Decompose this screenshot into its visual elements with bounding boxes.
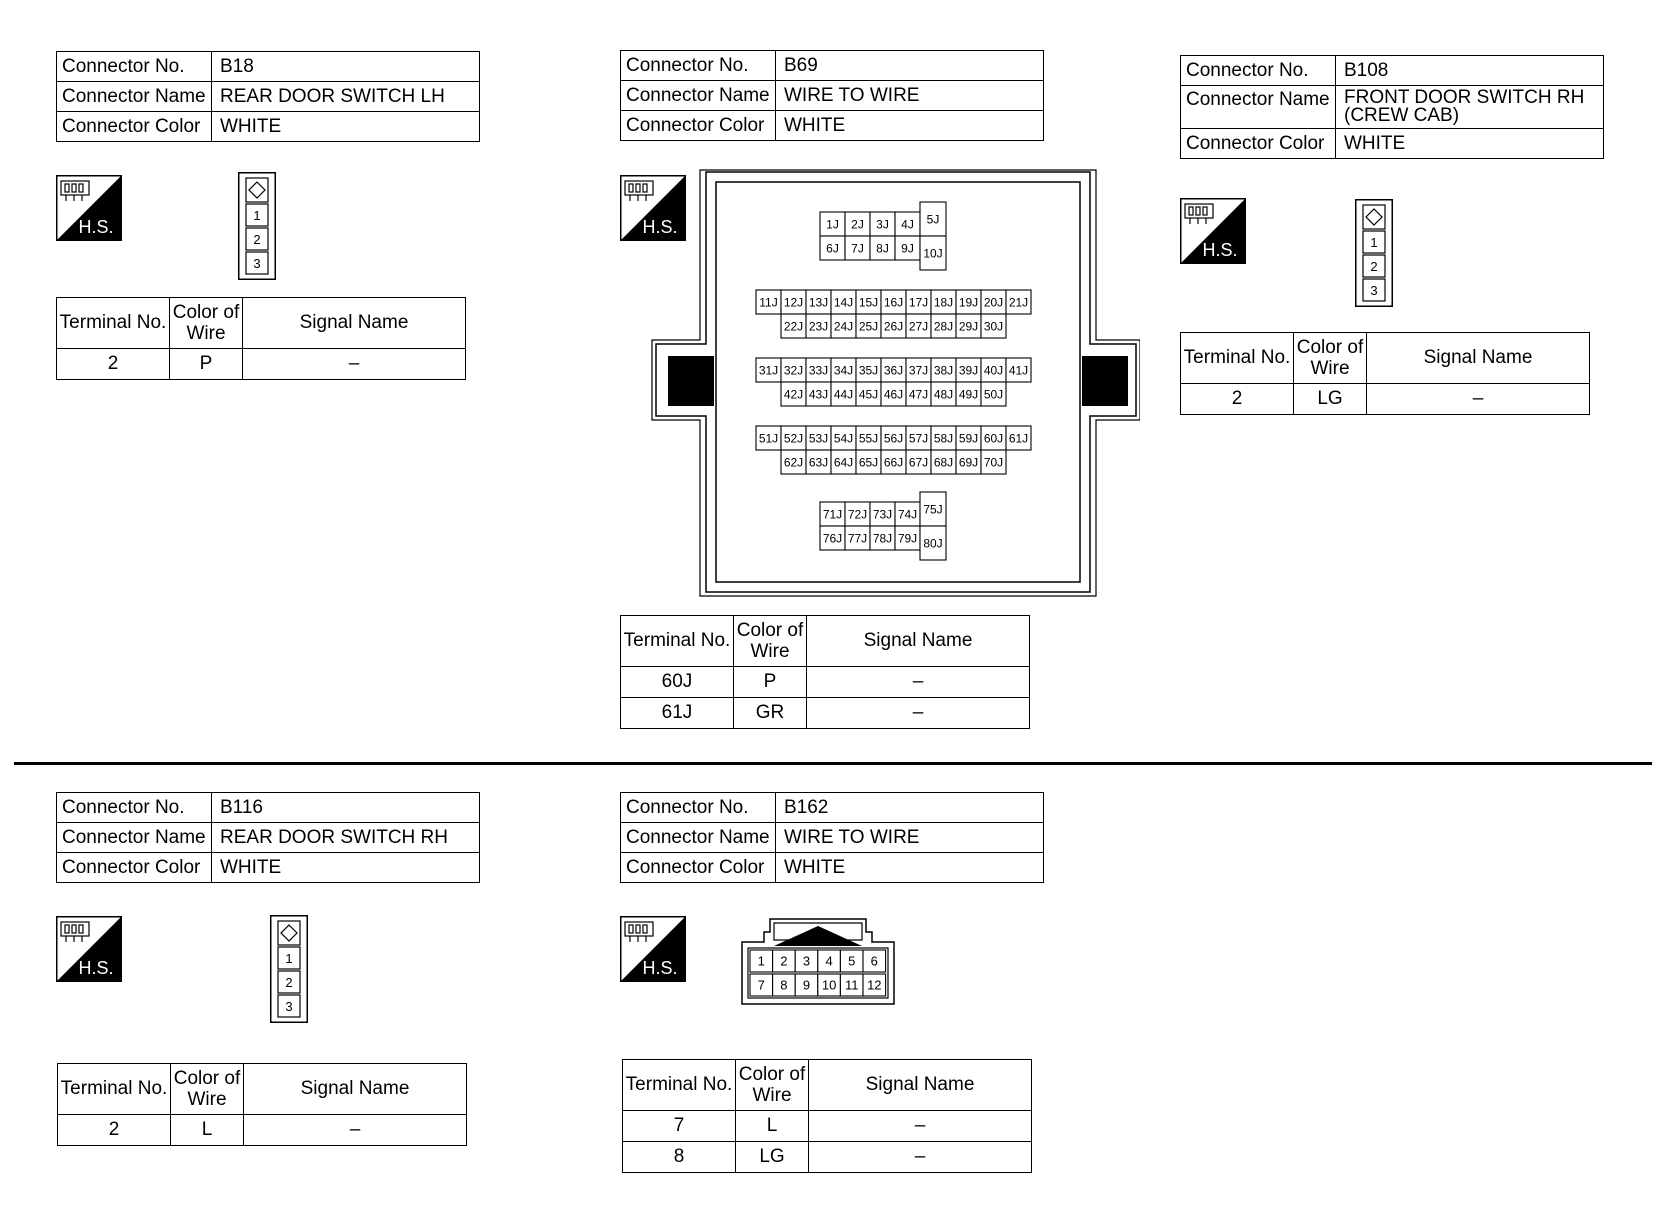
- pin-label: 19J: [958, 295, 979, 310]
- pin-label: 75J: [923, 502, 943, 517]
- wire-color-cell: P: [170, 349, 243, 380]
- pin-cell: [920, 526, 946, 560]
- terminal-no-header: Terminal No.: [1181, 333, 1294, 384]
- pin-label: 3J: [876, 217, 889, 232]
- pin-cell: [820, 526, 845, 550]
- pin-cell: [781, 358, 806, 382]
- pin-cell: [981, 358, 1006, 382]
- pin-label: 11J: [759, 295, 778, 310]
- pin-cell: [795, 974, 818, 996]
- connector-name-value: REAR DOOR SWITCH LH: [212, 82, 480, 112]
- pin-label: 2: [1370, 259, 1378, 274]
- pin-cell: [840, 950, 863, 972]
- connector-no-value: B108: [1336, 56, 1604, 86]
- connector-no-value: B69: [776, 51, 1044, 81]
- pin-cell: [845, 526, 870, 550]
- pin-cell: [806, 358, 831, 382]
- pin-label: 8J: [876, 241, 889, 256]
- pin-cell: [895, 236, 920, 260]
- locking-tab: [668, 356, 714, 406]
- pin-cell: [906, 314, 931, 338]
- pin-cell: [906, 450, 931, 474]
- pin-label: 5: [848, 953, 856, 969]
- pin-cell: [845, 212, 870, 236]
- signal-cell: –: [244, 1115, 467, 1146]
- pin-cell: [920, 492, 946, 526]
- pin-cell: [981, 450, 1006, 474]
- wire-color-cell: LG: [1294, 384, 1367, 415]
- terminal-cell: 2: [57, 349, 170, 380]
- pin-label: 17J: [908, 295, 929, 310]
- connector-name-value: FRONT DOOR SWITCH RH (CREW CAB): [1336, 86, 1604, 129]
- svg-text:H.S.: H.S.: [642, 217, 678, 237]
- pin-cell: [806, 290, 831, 314]
- pin-label: 4: [825, 953, 833, 969]
- pin-label: 3: [253, 256, 261, 271]
- terminal-cell: 2: [58, 1115, 171, 1146]
- signal-name-header: Signal Name: [809, 1060, 1032, 1111]
- pin-cell: [831, 358, 856, 382]
- pin-label: 6J: [826, 241, 839, 256]
- pin-label: 70J: [983, 455, 1004, 470]
- pin-label: 20J: [983, 295, 1004, 310]
- wire-color-cell: LG: [736, 1142, 809, 1173]
- terminal-table-b108: [1180, 332, 1590, 415]
- pin-cell: [881, 314, 906, 338]
- pin-label: 9J: [901, 241, 914, 256]
- pin-cell: [956, 314, 981, 338]
- pin-label: 12J: [783, 295, 804, 310]
- pin-label: 44J: [833, 387, 854, 402]
- pin-label: 59J: [958, 431, 979, 446]
- pin-label: 57J: [908, 431, 929, 446]
- signal-cell: –: [243, 349, 466, 380]
- pin-cell: [931, 382, 956, 406]
- connector-b18: [56, 51, 480, 142]
- pin-label: 69J: [958, 455, 979, 470]
- pin-cell: [1006, 358, 1031, 382]
- pin-cell: [931, 314, 956, 338]
- pin-label: 29J: [958, 319, 979, 334]
- pin-label: 3: [285, 999, 293, 1014]
- pin-label: 2: [780, 953, 788, 969]
- pin-cell: [956, 382, 981, 406]
- pin-cell: [756, 290, 781, 314]
- connector-no-value: B18: [212, 52, 480, 82]
- pin-label: 65J: [858, 455, 879, 470]
- signal-name-header: Signal Name: [243, 298, 466, 349]
- connector-b116: [56, 792, 480, 883]
- pin-cell: [881, 426, 906, 450]
- connector-no-label: Connector No.: [621, 51, 776, 81]
- pin-label: 14J: [833, 295, 854, 310]
- pin-cell: [856, 382, 881, 406]
- svg-text:H.S.: H.S.: [78, 958, 114, 978]
- pin-label: 58J: [933, 431, 954, 446]
- connector-info-table: [56, 51, 480, 142]
- pin-label: 7J: [851, 241, 864, 256]
- terminal-table-b18: [56, 297, 466, 380]
- connector-no-label: Connector No.: [57, 793, 212, 823]
- pin-label: 64J: [833, 455, 854, 470]
- pin-cell: [795, 950, 818, 972]
- harness-side-icon: [620, 916, 686, 982]
- pin-label: 8: [780, 977, 788, 993]
- pin-label: 11: [844, 977, 859, 993]
- connector-name-value: WIRE TO WIRE: [776, 81, 1044, 111]
- pin-cell: [956, 426, 981, 450]
- pin-cell: [906, 290, 931, 314]
- connector-info-table: [620, 792, 1044, 883]
- pin-cell: [906, 358, 931, 382]
- pin-label: 55J: [858, 431, 879, 446]
- pin-cell: [818, 974, 841, 996]
- pin-label: 1: [285, 951, 293, 966]
- pin-cell: [981, 314, 1006, 338]
- connector-no-value: B162: [776, 793, 1044, 823]
- connector-name-label: Connector Name: [621, 823, 776, 853]
- pin-label: 2: [285, 975, 293, 990]
- connector-name-value: WIRE TO WIRE: [776, 823, 1044, 853]
- svg-text:H.S.: H.S.: [642, 958, 678, 978]
- connector-b162: [620, 792, 1044, 883]
- pin-cell: [906, 382, 931, 406]
- pin-cell: [781, 290, 806, 314]
- signal-cell: –: [807, 698, 1030, 729]
- pin-cell: [845, 236, 870, 260]
- pin-label: 53J: [808, 431, 829, 446]
- connector-pin-face: [238, 172, 276, 280]
- pin-label: 1: [757, 953, 765, 969]
- connector-color-value: WHITE: [776, 111, 1044, 141]
- pin-cell: [1006, 426, 1031, 450]
- pin-label: 40J: [983, 363, 1004, 378]
- pin-label: 39J: [958, 363, 979, 378]
- pin-cell: [895, 212, 920, 236]
- terminal-no-header: Terminal No.: [623, 1060, 736, 1111]
- wire-color-header: Color of Wire: [171, 1064, 244, 1115]
- terminal-cell: 60J: [621, 667, 734, 698]
- pin-label: 24J: [833, 319, 854, 334]
- pin-label: 28J: [933, 319, 954, 334]
- pin-cell: [931, 358, 956, 382]
- pin-cell: [840, 974, 863, 996]
- pin-cell: [870, 526, 895, 550]
- pin-cell: [820, 502, 845, 526]
- pin-label: 54J: [833, 431, 854, 446]
- connector-color-label: Connector Color: [621, 111, 776, 141]
- connector-b108: [1180, 55, 1604, 159]
- connector-name-label: Connector Name: [621, 81, 776, 111]
- connector-color-value: WHITE: [212, 112, 480, 142]
- pin-label: 50J: [983, 387, 1004, 402]
- connector-pin-face: [1355, 199, 1393, 307]
- pin-label: 33J: [808, 363, 829, 378]
- terminal-table-b69: [620, 615, 1030, 729]
- pin-label: 48J: [933, 387, 954, 402]
- pin-cell: [931, 290, 956, 314]
- pin-cell: [831, 290, 856, 314]
- wire-color-cell: L: [171, 1115, 244, 1146]
- signal-name-header: Signal Name: [244, 1064, 467, 1115]
- pin-cell: [981, 290, 1006, 314]
- pin-cell: [831, 450, 856, 474]
- terminal-table-b162: [622, 1059, 1032, 1173]
- pin-label: 37J: [908, 363, 929, 378]
- connector-pin-face-b162: [740, 918, 896, 1006]
- connector-color-label: Connector Color: [57, 112, 212, 142]
- pin-cell: [881, 382, 906, 406]
- pin-label: 3: [1370, 283, 1378, 298]
- pin-cell: [750, 950, 773, 972]
- connector-color-value: WHITE: [776, 853, 1044, 883]
- signal-cell: –: [809, 1111, 1032, 1142]
- wire-color-header: Color of Wire: [736, 1060, 809, 1111]
- pin-cell: [856, 450, 881, 474]
- wire-color-header: Color of Wire: [734, 616, 807, 667]
- pin-label: 71J: [822, 507, 843, 522]
- wire-color-cell: GR: [734, 698, 807, 729]
- svg-text:H.S.: H.S.: [78, 217, 114, 237]
- pin-label: 73J: [872, 507, 893, 522]
- pin-label: 63J: [808, 455, 829, 470]
- pin-cell: [773, 950, 796, 972]
- pin-cell: [845, 502, 870, 526]
- connector-name-value: REAR DOOR SWITCH RH: [212, 823, 480, 853]
- pin-label: 68J: [933, 455, 954, 470]
- pin-cell: [756, 426, 781, 450]
- pin-label: 52J: [783, 431, 804, 446]
- pin-label: 4J: [901, 217, 914, 232]
- pin-label: 60J: [983, 431, 1004, 446]
- connector-color-label: Connector Color: [1181, 129, 1336, 159]
- harness-side-icon: [56, 175, 122, 241]
- pin-cell: [856, 426, 881, 450]
- connector-info-table: [1180, 55, 1604, 159]
- pin-label: 78J: [872, 531, 893, 546]
- pin-label: 49J: [958, 387, 979, 402]
- pin-cell: [920, 236, 946, 270]
- connector-info-table: [56, 792, 480, 883]
- pin-label: 76J: [822, 531, 843, 546]
- pin-cell: [806, 450, 831, 474]
- pin-label: 43J: [808, 387, 829, 402]
- pin-label: 3: [802, 953, 811, 969]
- pin-label: 9: [802, 977, 811, 993]
- pin-cell: [956, 290, 981, 314]
- signal-cell: –: [807, 667, 1030, 698]
- connector-no-label: Connector No.: [621, 793, 776, 823]
- pin-cell: [750, 974, 773, 996]
- pin-label: 67J: [908, 455, 929, 470]
- pin-cell: [820, 212, 845, 236]
- pin-cell: [881, 358, 906, 382]
- pin-label: 16J: [883, 295, 904, 310]
- pin-label: 12: [867, 977, 882, 993]
- pin-cell: [831, 314, 856, 338]
- pin-label: 10J: [923, 246, 943, 261]
- connector-color-value: WHITE: [1336, 129, 1604, 159]
- wire-color-cell: L: [736, 1111, 809, 1142]
- harness-side-icon: [1180, 198, 1246, 264]
- pin-label: 79J: [897, 531, 918, 546]
- connector-no-label: Connector No.: [1181, 56, 1336, 86]
- terminal-no-header: Terminal No.: [57, 298, 170, 349]
- terminal-no-header: Terminal No.: [621, 616, 734, 667]
- pin-cell: [756, 358, 781, 382]
- pin-label: 15J: [858, 295, 879, 310]
- connector-info-table: [620, 50, 1044, 141]
- pin-cell: [856, 314, 881, 338]
- pin-label: 62J: [783, 455, 804, 470]
- pin-label: 1J: [826, 217, 839, 232]
- pin-label: 27J: [908, 319, 929, 334]
- connector-name-label: Connector Name: [57, 823, 212, 853]
- pin-label: 80J: [923, 536, 943, 551]
- pin-label: 1: [1370, 235, 1378, 250]
- pin-cell: [895, 526, 920, 550]
- pin-label: 25J: [858, 319, 879, 334]
- pin-cell: [820, 236, 845, 260]
- pin-cell: [856, 358, 881, 382]
- connector-b69: [620, 50, 1044, 141]
- pin-label: 38J: [933, 363, 954, 378]
- pin-cell: [956, 450, 981, 474]
- pin-cell: [806, 314, 831, 338]
- pin-cell: [781, 382, 806, 406]
- pin-cell: [870, 212, 895, 236]
- connector-no-label: Connector No.: [57, 52, 212, 82]
- harness-side-icon: [56, 916, 122, 982]
- signal-cell: –: [809, 1142, 1032, 1173]
- pin-label: 6: [870, 953, 878, 969]
- pin-cell: [781, 450, 806, 474]
- wire-color-header: Color of Wire: [170, 298, 243, 349]
- connector-name-label: Connector Name: [1181, 86, 1336, 129]
- pin-label: 72J: [847, 507, 868, 522]
- pin-label: 26J: [883, 319, 904, 334]
- connector-color-value: WHITE: [212, 853, 480, 883]
- connector-pin-face: [270, 915, 308, 1023]
- pin-cell: [781, 426, 806, 450]
- pin-cell: [806, 382, 831, 406]
- section-divider: [14, 762, 1652, 765]
- pin-label: 22J: [783, 319, 804, 334]
- pin-label: 2J: [851, 217, 864, 232]
- pin-label: 7: [757, 977, 765, 993]
- pin-label: 66J: [883, 455, 904, 470]
- signal-name-header: Signal Name: [807, 616, 1030, 667]
- pin-label: 34J: [833, 363, 854, 378]
- pin-cell: [981, 426, 1006, 450]
- pin-label: 5J: [926, 212, 940, 227]
- pin-label: 61J: [1008, 431, 1029, 446]
- locking-tab: [1082, 356, 1128, 406]
- pin-label: 77J: [847, 531, 868, 546]
- pin-cell: [881, 450, 906, 474]
- pin-cell: [856, 290, 881, 314]
- pin-label: 41J: [1008, 363, 1029, 378]
- pin-cell: [931, 426, 956, 450]
- terminal-cell: 7: [623, 1111, 736, 1142]
- pin-label: 2: [253, 232, 261, 247]
- pin-cell: [956, 358, 981, 382]
- pin-cell: [773, 974, 796, 996]
- pin-cell: [870, 502, 895, 526]
- pin-label: 1: [253, 208, 261, 223]
- pin-cell: [920, 202, 946, 236]
- terminal-cell: 2: [1181, 384, 1294, 415]
- terminal-table-b116: [57, 1063, 467, 1146]
- pin-label: 74J: [897, 507, 918, 522]
- pin-label: 36J: [883, 363, 904, 378]
- pin-label: 51J: [758, 431, 779, 446]
- pin-cell: [781, 314, 806, 338]
- pin-cell: [906, 426, 931, 450]
- pin-cell: [818, 950, 841, 972]
- pin-cell: [831, 382, 856, 406]
- terminal-no-header: Terminal No.: [58, 1064, 171, 1115]
- pin-label: 35J: [858, 363, 879, 378]
- pin-label: 42J: [783, 387, 804, 402]
- pin-cell: [931, 450, 956, 474]
- pin-cell: [831, 426, 856, 450]
- pin-label: 23J: [808, 319, 829, 334]
- pin-label: 10: [821, 977, 837, 993]
- pin-label: 45J: [858, 387, 879, 402]
- pin-label: 21J: [1008, 295, 1029, 310]
- signal-name-header: Signal Name: [1367, 333, 1590, 384]
- pin-cell: [981, 382, 1006, 406]
- pin-cell: [863, 974, 886, 996]
- terminal-cell: 61J: [621, 698, 734, 729]
- pin-cell: [806, 426, 831, 450]
- pin-label: 31J: [758, 363, 779, 378]
- svg-text:H.S.: H.S.: [1202, 240, 1238, 260]
- pin-label: 18J: [933, 295, 954, 310]
- pin-label: 13J: [808, 295, 829, 310]
- terminal-cell: 8: [623, 1142, 736, 1173]
- pin-cell: [895, 502, 920, 526]
- connector-name-label: Connector Name: [57, 82, 212, 112]
- wire-color-cell: P: [734, 667, 807, 698]
- connector-no-value: B116: [212, 793, 480, 823]
- connector-color-label: Connector Color: [57, 853, 212, 883]
- pin-cell: [863, 950, 886, 972]
- pin-label: 46J: [883, 387, 904, 402]
- signal-cell: –: [1367, 384, 1590, 415]
- connector-color-label: Connector Color: [621, 853, 776, 883]
- pin-cell: [870, 236, 895, 260]
- pin-cell: [1006, 290, 1031, 314]
- pin-label: 47J: [908, 387, 929, 402]
- pin-label: 32J: [783, 363, 804, 378]
- pin-cell: [881, 290, 906, 314]
- pin-label: 56J: [883, 431, 904, 446]
- connector-pin-face-b69: [650, 168, 1140, 598]
- pin-label: 30J: [983, 319, 1004, 334]
- wire-color-header: Color of Wire: [1294, 333, 1367, 384]
